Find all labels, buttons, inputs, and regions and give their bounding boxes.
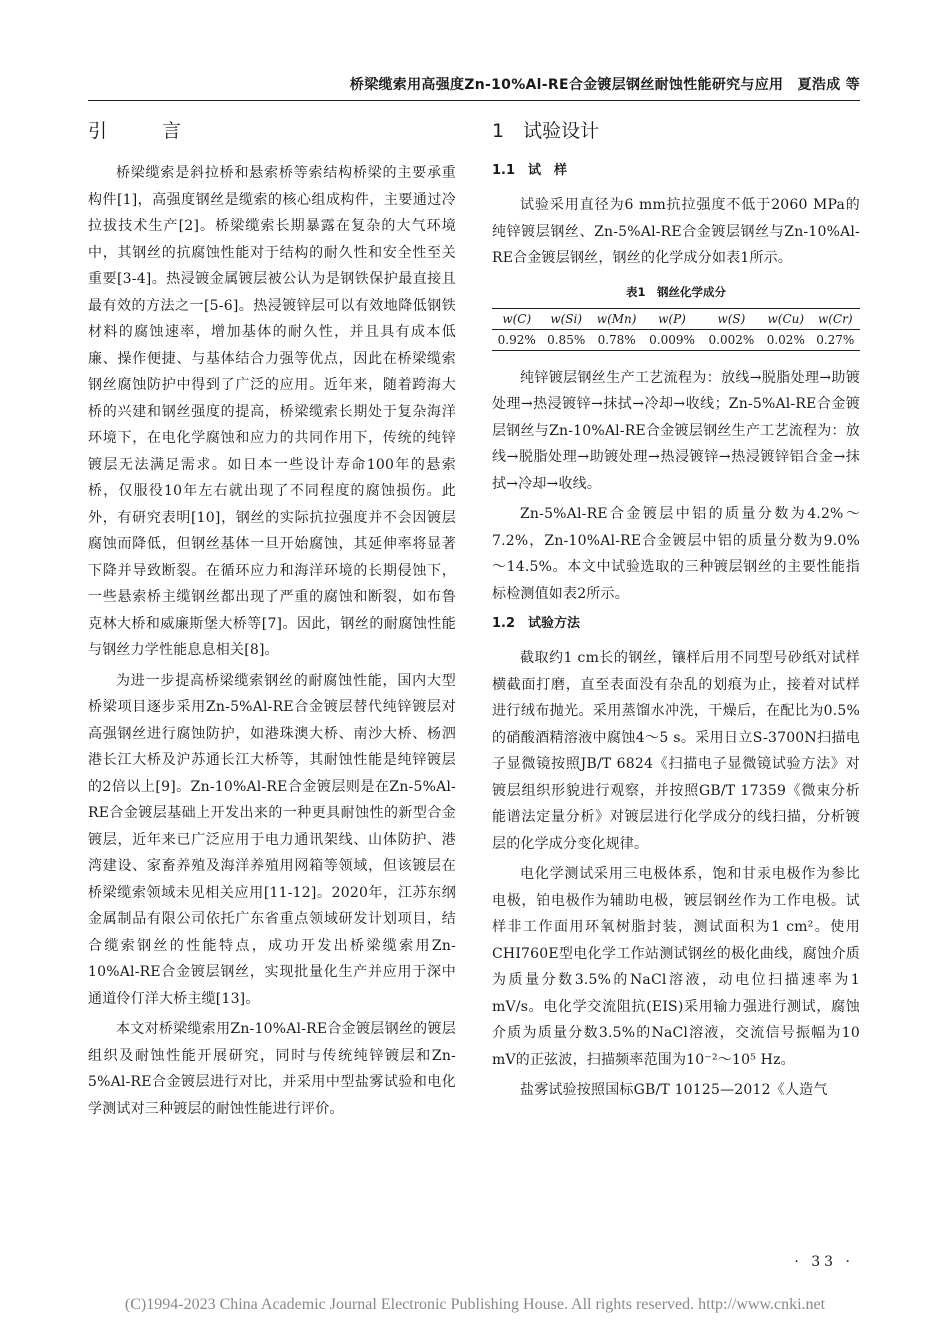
- table-header-cell: w(C): [502, 311, 532, 326]
- table-row: [492, 329, 860, 350]
- chemical-composition-table: [492, 308, 860, 351]
- subsection-1-1-heading: 1.1 试 样: [492, 163, 568, 178]
- method-paragraph-3: 盐雾试验按照国标GB/T 10125—2012《人造气: [520, 1082, 828, 1098]
- method-paragraph-1: 截取约1 cm长的钢丝，镶样后用不同型号砂纸对试样横截面打磨，直至表面没有杂乱的划痕为止，接着对试样进行绒布抛光。采用蒸馏水冲洗，干燥后，在配比为0.5%的硝酸酒精溶液中腐蚀4～5 s。采用日立S-3700N扫描电子显微镜按照JB/T 6824《扫描电子显微镜试验方法》对镀层组织形貌进行观察，并按照GB/T 17359《微束分析 能谱法定量分析》对镀层进行化学成分的线扫描，分析镀层的化学成分变化规律。: [492, 650, 860, 852]
- process-paragraph: 纯锌镀层钢丝生产工艺流程为：放线→脱脂处理→助镀处理→热浸镀锌→抹拭→冷却→收线；Zn-5%Al-RE合金镀层钢丝与Zn-10%Al-RE合金镀层钢丝生产工艺流程为：放线→脱脂处理→助镀处理→热浸镀锌→热浸镀锌铝合金→抹拭→冷却→收线。: [492, 369, 860, 492]
- table-header-cell: w(Mn): [596, 311, 637, 326]
- intro-paragraph-1: 桥梁缆索是斜拉桥和悬索桥等索结构桥梁的主要承重构件[1]，高强度钢丝是缆索的核心组成构件，主要通过冷拉拔技术生产[2]。桥梁缆索长期暴露在复杂的大气环境中，其钢丝的抗腐蚀性能对于结构的耐久性和安全性至关重要[3-4]。热浸镀金属镀层被公认为是钢铁保护最直接且最有效的方法之一[5-6]。热浸镀锌层可以有效地降低钢铁材料的腐蚀速率，增加基体的耐久性，并且具有成本低廉、操作便捷、与基体结合力强等优点，因此在桥梁缆索钢丝腐蚀防护中得到了广泛的应用。近年来，随着跨海大桥的兴建和钢丝强度的提高，桥梁缆索长期处于复杂海洋环境下，在电化学腐蚀和应力的共同作用下，传统的纯锌镀层无法满足需求。如日本一些设计寿命100年的悬索桥，仅服役10年左右就出现了不同程度的腐蚀损伤。此外，有研究表明[10]，钢丝的实际抗拉强度并不会因镀层腐蚀而降低，但钢丝基体一旦开始腐蚀，其延伸率将显著下降并导致断裂。在循环应力和海洋环境的长期侵蚀下，一些悬索桥主缆钢丝都出现了严重的腐蚀和断裂，如布鲁克林大桥和威廉斯堡大桥等[7]。因此，钢丝的耐腐蚀性能与钢丝力学性能息息相关[8]。: [88, 165, 456, 658]
- table-header-cell: w(S): [717, 311, 746, 326]
- table-cell: 0.78%: [597, 332, 636, 347]
- page-number: · 33 ·: [794, 1254, 854, 1270]
- table-header-row: [492, 308, 860, 329]
- table-cell: 0.009%: [649, 332, 695, 347]
- table-cell: 0.27%: [816, 332, 855, 347]
- left-column: [88, 118, 456, 1126]
- section-1-heading: 1 试验设计: [492, 120, 600, 142]
- right-column: [492, 118, 860, 1108]
- subsection-1-2-heading: 1.2 试验方法: [492, 616, 581, 631]
- table-cell: 0.92%: [497, 332, 536, 347]
- sample-paragraph-1: 试验采用直径为6 mm抗拉强度不低于2060 MPa的纯锌镀层钢丝、Zn-5%Al-RE合金镀层钢丝与Zn-10%Al-RE合金镀层钢丝，钢丝的化学成分如表1所示。: [492, 197, 860, 266]
- copyright-footer: (C)1994-2023 China Academic Journal Electronic Publishing House. All rights reserved. http://www.cnki.net: [124, 1296, 826, 1313]
- table-header-cell: w(P): [658, 311, 686, 326]
- intro-heading: 引 言: [88, 120, 200, 142]
- table-cell: 0.85%: [547, 332, 586, 347]
- table-header-cell: w(Si): [550, 311, 583, 326]
- running-header: 桥梁缆索用高强度Zn-10%Al-RE合金镀层钢丝耐蚀性能研究与应用 夏浩成 等: [349, 77, 860, 93]
- intro-paragraph-2: 为进一步提高桥梁缆索钢丝的耐腐蚀性能，国内大型桥梁项目逐步采用Zn-5%Al-RE合金镀层替代纯锌镀层对高强钢丝进行腐蚀防护，如港珠澳大桥、南沙大桥、杨泗港长江大桥及沪苏通长江大桥等，其耐蚀性能是纯锌镀层的2倍以上[9]。Zn-10%Al-RE合金镀层则是在Zn-5%Al-RE合金镀层基础上开发出来的一种更具耐蚀性的新型合金镀层，近年来已广泛应用于电力通讯架线、山体防护、港湾建设、家畜养殖及海洋养殖用网箱等领域，但该镀层在桥梁缆索领域未见相关应用[11-12]。2020年，江苏东纲金属制品有限公司依托广东省重点领域研发计划项目，结合缆索钢丝的性能特点，成功开发出桥梁缆索用Zn-10%Al-RE合金镀层钢丝，实现批量化生产并应用于深中通道伶仃洋大桥主缆[13]。: [88, 672, 456, 1007]
- table-cell: 0.002%: [708, 332, 755, 347]
- header-rule: [88, 100, 860, 101]
- aluminum-content-paragraph: Zn-5%Al-RE合金镀层中铝的质量分数为4.2%～7.2%，Zn-10%Al-RE合金镀层中铝的质量分数为9.0%～14.5%。本文中试验选取的三种镀层钢丝的主要性能指标检测值如表2所示。: [492, 506, 860, 602]
- table-header-cell: w(Cu): [767, 311, 805, 326]
- intro-paragraph-3: 本文对桥梁缆索用Zn-10%Al-RE合金镀层钢丝的镀层组织及耐蚀性能开展研究，同时与传统纯锌镀层和Zn-5%Al-RE合金镀层进行对比，并采用中型盐雾试验和电化学测试对三种镀层的耐蚀性能进行评价。: [88, 1021, 456, 1117]
- table-1-caption: 表1 钢丝化学成分: [625, 284, 726, 299]
- table-cell: 0.02%: [766, 332, 805, 347]
- method-paragraph-2: 电化学测试采用三电极体系，饱和甘汞电极作为参比电极，铂电极作为辅助电极，镀层钢丝作为工作电极。试样非工作面用环氧树脂封装，测试面积为1 cm²。使用CHI760E型电化学工作站测试钢丝的极化曲线，腐蚀介质为质量分数3.5%的NaCl溶液，动电位扫描速率为1 mV/s。电化学交流阻抗(EIS)采用输力强进行测试，腐蚀介质为质量分数3.5%的NaCl溶液，交流信号振幅为10 mV的正弦波，扫描频率范围为10⁻²～10⁵ Hz。: [492, 866, 860, 1068]
- table-header-cell: w(Cr): [817, 311, 853, 326]
